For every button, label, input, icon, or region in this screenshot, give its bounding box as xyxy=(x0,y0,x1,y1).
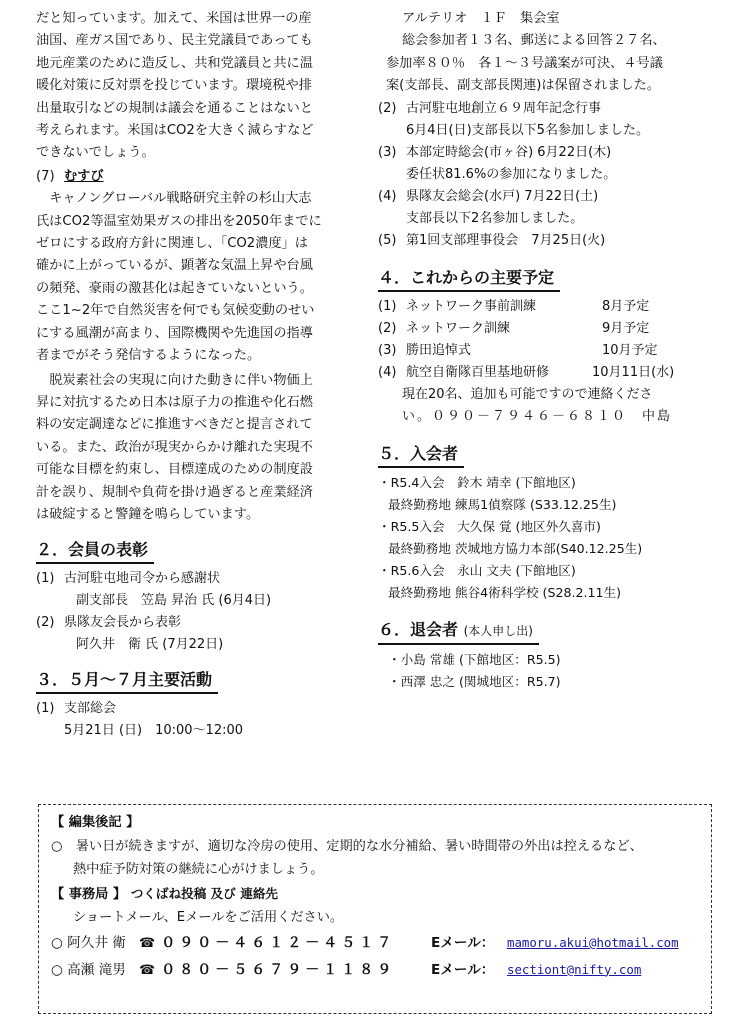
musubi-heading xyxy=(36,166,358,188)
list-item xyxy=(378,98,714,120)
schedule-label: 航空自衛隊百里基地研修 xyxy=(406,364,550,380)
text-line: アルテリオ １Ｆ 集会室 xyxy=(402,11,560,26)
schedule-date: 10月予定 xyxy=(602,342,658,358)
schedule-label: ネットワーク訓練 xyxy=(406,320,511,336)
schedule-date: 8月予定 xyxy=(602,298,650,314)
member-entry: ・R5.4入会 鈴木 靖幸 (下館地区) xyxy=(378,474,576,490)
contact-phone[interactable] xyxy=(139,930,431,957)
office-text-line: ショートメール、Eメールをご活用ください。 xyxy=(73,910,344,925)
schedule-item xyxy=(378,340,714,362)
text-line: いる。また、政治が現実からかけ離れた実現不 xyxy=(36,439,313,455)
leavers-note: (本人申し出) xyxy=(463,623,533,638)
email-link[interactable]: mamoru.akui@hotmail.com xyxy=(507,934,679,950)
member-entry: ・R5.5入会 大久保 覚 (地区外久喜市) xyxy=(378,518,601,534)
schedule-item xyxy=(378,318,714,340)
phone-icon: ☎ xyxy=(139,935,156,951)
intro-paragraph xyxy=(36,8,358,165)
item-number: (2) xyxy=(36,615,55,631)
item-text: 古河駐屯地創立６９周年記念行事 xyxy=(406,100,602,116)
item-text: 県隊友会総会(水戸) 7月22日(土) xyxy=(406,188,599,204)
text-line: ゼロにする政府方針に関連し、「CO2濃度」は xyxy=(36,236,308,252)
section-heading-new-members: ５．入会者 xyxy=(378,442,464,468)
editor-heading: 【 編集後記 】 xyxy=(51,815,140,830)
item-detail: 6月4日(日)支部長以下5名参加しました。 xyxy=(406,122,649,138)
text-line: 出量取引などの規制は議会を通ることはないと xyxy=(36,100,313,116)
list-item xyxy=(36,568,358,590)
text-line: 料の安定調達などに推進すべきだと提言されて xyxy=(36,417,313,433)
text-line: 昇に対抗するため日本は原子力の推進や化石燃 xyxy=(36,394,313,410)
text-line: の頻発、豪雨の激甚化は起きていないという。 xyxy=(36,280,313,296)
section-heading-awards: ２．会員の表彰 xyxy=(36,538,154,564)
activities-list-right xyxy=(378,98,714,252)
phone-number: ０８０－５６７９－１１８９ xyxy=(161,961,396,978)
left-column xyxy=(36,8,358,742)
item-text: 支部総会 xyxy=(64,701,117,717)
member-detail: 最終勤務地 茨城地方協力本部(S40.12.25生) xyxy=(388,540,643,556)
item-number: (4) xyxy=(378,188,397,204)
text-line: できないでしょう。 xyxy=(36,145,155,161)
schedule-list xyxy=(378,296,714,428)
text-line: 可能な目標を約束し、目標達成のための制度設 xyxy=(36,462,313,478)
schedule-item xyxy=(378,362,714,384)
text-line: にする風潮が高まり、国際機関や先進国の指導 xyxy=(36,325,313,341)
contact-name: ○ 高瀬 滝男 xyxy=(51,961,126,978)
editor-text-line: ○ 暑い日が続きますが、適切な冷房の使用、定期的な水分補給、暑い時間帯の外出は控えるなど、 xyxy=(51,838,643,854)
item-number: (5) xyxy=(378,232,397,248)
text-line: 者までがそう発信するようになった。 xyxy=(36,348,261,364)
editor-text-line: 熱中症予防対策の継続に心がけましょう。 xyxy=(73,862,324,877)
item-detail: 支部長以下2名参加しました。 xyxy=(406,210,584,226)
item-number: (3) xyxy=(378,342,397,358)
text-line: だと知っています。加えて、米国は世界一の産 xyxy=(36,11,312,26)
item-text: 本部定時総会(市ヶ谷) 6月22日(木) xyxy=(406,144,612,160)
text-line: 考えられます。米国はCO2を大きく減らすなど xyxy=(36,123,314,139)
office-title: 【 事務局 】 xyxy=(51,886,127,902)
text-line: 氏はCO2等温室効果ガスの排出を2050年までに xyxy=(36,213,322,229)
new-members-list xyxy=(378,472,714,604)
text-line: 地元産業のために造反し、共和党議員と共に温 xyxy=(36,55,313,71)
item-number: (2) xyxy=(378,320,397,336)
leavers-list xyxy=(378,649,714,693)
list-item xyxy=(36,612,358,634)
item-text: 第1回支部理事役会 7月25日(火) xyxy=(406,232,606,248)
section-heading-leavers xyxy=(378,618,539,645)
item-detail: 5月21日 (日) 10:00～12:00 xyxy=(64,723,244,739)
item-text: 県隊友会長から表彰 xyxy=(64,615,182,631)
item-detail: 委任状81.6%の参加になりました。 xyxy=(406,166,617,182)
item-detail: 副支部長 笠島 昇治 氏 (6月4日) xyxy=(76,593,272,609)
schedule-note-phone: い。０９０－７９４６－６８１０ 中島 xyxy=(402,408,673,424)
item-text: 古河駐屯地司令から感謝状 xyxy=(64,571,221,587)
member-detail: 最終勤務地 熊谷4術科学校 (S28.2.11生) xyxy=(388,584,622,600)
list-item xyxy=(378,142,714,164)
schedule-item xyxy=(378,296,714,318)
text-line: 油国、産ガス国であり、民主党議員であっても xyxy=(36,33,313,49)
general-meeting-continuation xyxy=(378,8,714,98)
contact-row xyxy=(51,930,699,957)
member-detail: 最終勤務地 練馬1偵察隊 (S33.12.25生) xyxy=(388,496,617,512)
schedule-label: 勝田追悼式 xyxy=(406,342,472,358)
right-column xyxy=(378,8,714,693)
text-line: は破綻すると警鐘を鳴らしています。 xyxy=(36,506,260,522)
contact-name: ○ 阿久井 衛 xyxy=(51,934,126,951)
item-number: (4) xyxy=(378,364,397,380)
leaver-entry: ・小島 常雄 (下館地区：R5.5) xyxy=(388,651,561,667)
schedule-note: 現在20名、追加も可能ですので連絡くださ xyxy=(402,386,653,402)
text-line: 総会参加者１３名、郵送による回答２７名、 xyxy=(402,33,666,49)
office-heading xyxy=(51,882,699,907)
member-entry: ・R5.6入会 永山 文夫 (下館地区) xyxy=(378,562,576,578)
musubi-paragraph-2 xyxy=(36,370,358,527)
section-heading-upcoming: ４．これからの主要予定 xyxy=(378,266,560,292)
musubi-number: (7) xyxy=(36,168,55,184)
phone-number: ０９０－４６１２－４５１７ xyxy=(161,934,396,951)
leavers-title: ６．退会者 xyxy=(378,619,459,639)
activities-list-left xyxy=(36,698,358,742)
leaver-entry: ・西澤 忠之 (関城地区：R5.7) xyxy=(388,673,561,689)
musubi-paragraph-1 xyxy=(36,188,358,367)
schedule-date: 9月予定 xyxy=(602,320,650,336)
item-number: (2) xyxy=(378,100,397,116)
text-line: 案(支部長、副支部長関連)は保留されました。 xyxy=(386,78,661,94)
text-line: 確かに上がっているが、顕著な気温上昇や台風 xyxy=(36,258,313,274)
email-link[interactable]: sectiont@nifty.com xyxy=(507,961,642,977)
text-line: キャノングローバル戦略研究主幹の杉山大志 xyxy=(49,191,312,207)
item-number: (3) xyxy=(378,144,397,160)
item-number: (1) xyxy=(378,298,397,314)
text-line: 脱炭素社会の実現に向けた動きに伴い物価上 xyxy=(49,372,313,388)
text-line: ここ1~2年で自然災害を何でも気候変動のせい xyxy=(36,303,315,319)
phone-icon: ☎ xyxy=(139,962,156,978)
section-heading-activities: ３．５月～７月主要活動 xyxy=(36,668,218,694)
item-number: (1) xyxy=(36,571,55,587)
schedule-date: 10月11日(水) xyxy=(592,364,675,380)
email-label: Eメール： xyxy=(431,934,495,951)
list-item xyxy=(36,698,358,720)
item-number: (1) xyxy=(36,701,55,717)
email-label: Eメール： xyxy=(431,961,495,978)
office-subtitle: つくばね投稿 及び 連絡先 xyxy=(130,885,279,901)
text-line: 参加率８０％ 各１～３号議案が可決、４号議 xyxy=(386,55,663,71)
contact-row xyxy=(51,957,699,984)
schedule-label: ネットワーク事前訓練 xyxy=(406,298,537,314)
text-line: 計を誤り、規制や負荷を掛け過ぎると産業経済 xyxy=(36,484,313,500)
list-item xyxy=(378,230,714,252)
contact-phone[interactable] xyxy=(139,957,431,984)
awards-list xyxy=(36,568,358,656)
list-item xyxy=(378,186,714,208)
musubi-title: むすび xyxy=(64,168,104,184)
editorial-box xyxy=(38,804,712,1014)
item-detail: 阿久井 衛 氏 (7月22日) xyxy=(76,637,224,653)
text-line: 暖化対策に反対票を投じています。環境税や排 xyxy=(36,78,312,94)
